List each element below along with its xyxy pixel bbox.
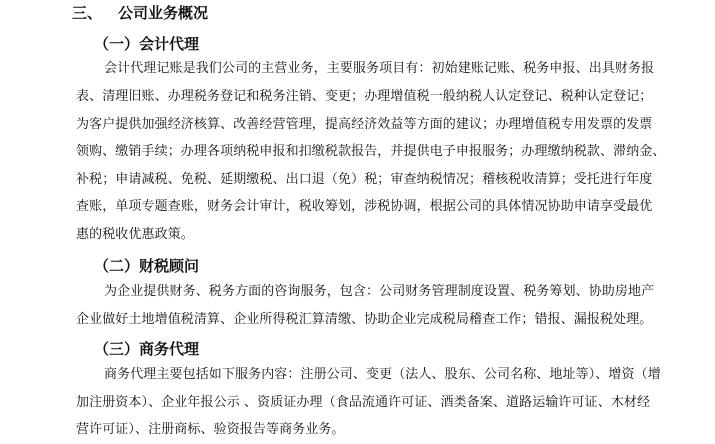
paragraph-line: 查账，单项专题查账，财务会计审计，税收筹划，涉税协调，根据公司的具体情况协助申请享受最优 <box>76 199 653 214</box>
paragraph-line: 表、清理旧账、办理税务登记和税务注销、变更；办理增值税一般纳税人认定登记、税种认定登记； <box>76 89 653 104</box>
paragraph-line: 领购、缴销手续；办理各项纳税申报和扣缴税款报告，并提供电子申报服务；办理缴纳税款、滞纳金、 <box>76 144 666 159</box>
paragraph-line: 为客户提供加强经济核算、改善经营管理，提高经济效益等方面的建议；办理增值税专用发票的发票 <box>76 117 653 132</box>
paragraph-line: 企业做好土地增值税清算、企业所得税汇算清缴、协助企业完成税局稽查工作；错报、漏报税处理。 <box>76 312 653 327</box>
subsection-heading-accounting: （一）会计代理 <box>94 35 200 53</box>
section-heading <box>72 3 208 23</box>
paragraph-line: 惠的税收优惠政策。 <box>76 227 194 242</box>
subsection-heading-tax-consulting: （二）财税顾问 <box>94 257 200 275</box>
section-title: 公司业务概况 <box>118 4 209 22</box>
paragraph-line: 补税；申请减税、免税、延期缴税、出口退（免）税；审查纳税情况；稽核税收清算；受托进行年度 <box>76 172 653 187</box>
paragraph-line: 营许可证）、注册商标、验资报告等商务业务。 <box>76 422 345 437</box>
subsection-heading-business-agency: （三）商务代理 <box>94 340 200 358</box>
paragraph-line: 会计代理记账是我们公司的主营业务，主要服务项目有：初始建账记账、税务申报、出具财务报 <box>104 61 655 76</box>
paragraph-line: 商务代理主要包括如下服务内容：注册公司、变更（法人、股东、公司名称、地址等）、增资（增 <box>104 367 661 382</box>
section-number: 三、 <box>72 4 103 22</box>
paragraph-line: 加注册资本）、企业年报公示 、资质证办理（食品流通许可证、酒类备案、道路运输许可证、木材经 <box>76 395 651 410</box>
paragraph-line: 为企业提供财务、税务方面的咨询服务，包含：公司财务管理制度设置、税务筹划、协助房地产 <box>104 284 655 299</box>
